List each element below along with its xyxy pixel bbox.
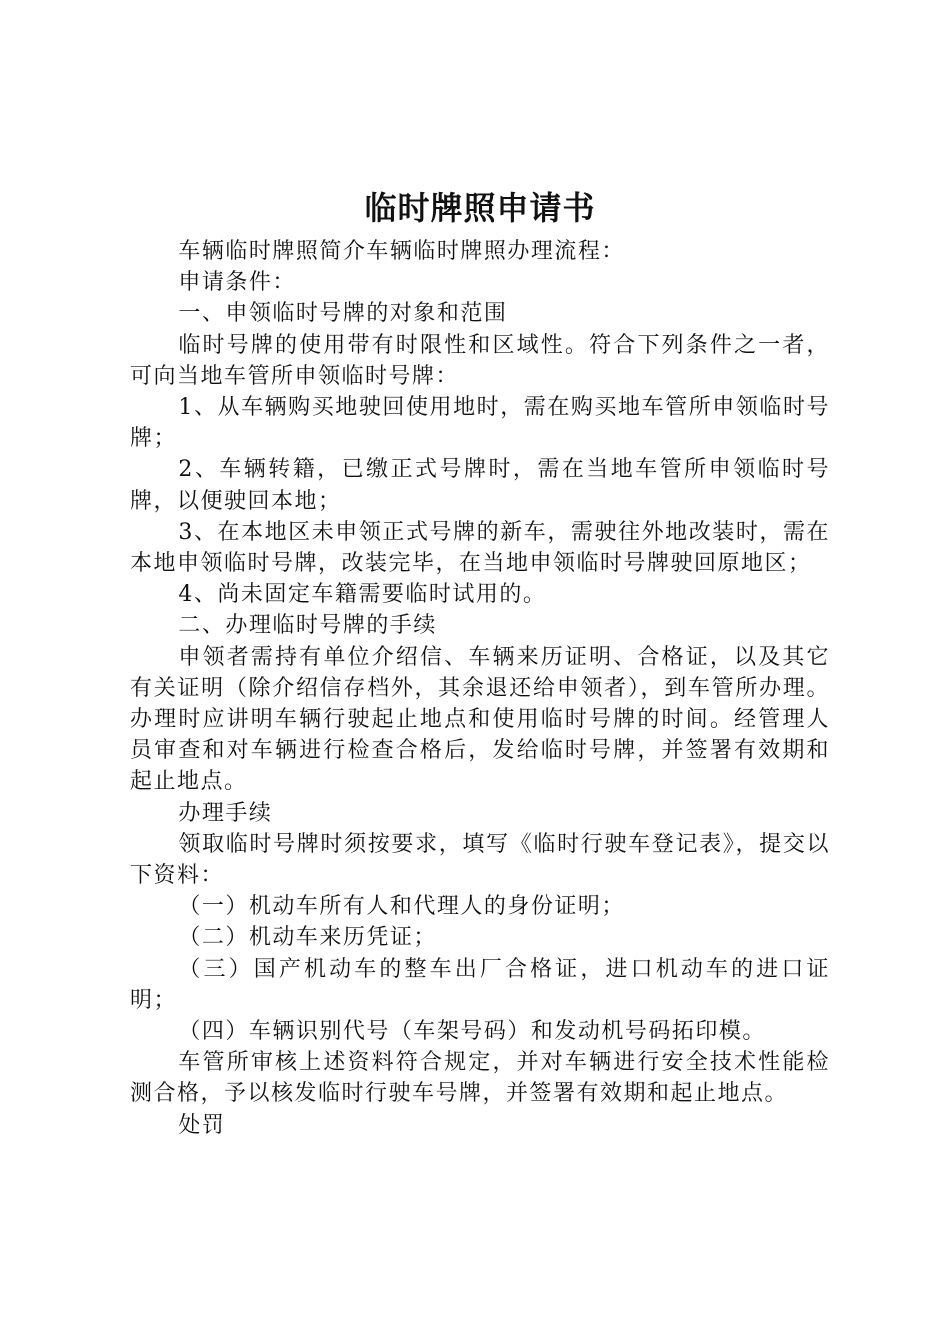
material-item-3: （三）国产机动车的整车出厂合格证，进口机动车的进口证明； xyxy=(130,956,830,1013)
paragraph-approval: 车管所审核上述资料符合规定，并对车辆进行安全技术性能检测合格，予以核发临时行驶车号牌，并签署有效期和起止地点。 xyxy=(130,1050,830,1107)
list-item-3: 3、在本地区未申领正式号牌的新车，需驶往外地改装时，需在本地申领临时号牌，改装完毕，在当地申领临时号牌驶回原地区； xyxy=(130,519,830,577)
paragraph-procedures: 申领者需持有单位介绍信、车辆来历证明、合格证，以及其它有关证明（除介绍信存档外，其余退还给申领者），到车管所办理。办理时应讲明车辆行驶起止地点和使用临时号牌的时间。经管理人员审查和对车辆进行检查合格后，发给临时号牌，并签署有效期和起止地点。 xyxy=(130,644,830,795)
subheading-penalty: 处罚 xyxy=(178,1112,226,1138)
paragraph-materials: 领取临时号牌时须按要求，填写《临时行驶车登记表》，提交以下资料： xyxy=(130,831,830,889)
document-page xyxy=(130,186,830,1141)
list-item-1: 1、从车辆购买地驶回使用地时，需在购买地车管所申领临时号牌； xyxy=(130,395,830,452)
list-item-4: 4、尚未固定车籍需要临时试用的。 xyxy=(178,582,547,608)
document-body xyxy=(130,236,830,1141)
paragraph-scope: 临时号牌的使用带有时限性和区域性。符合下列条件之一者，可向当地车管所申领临时号牌： xyxy=(130,332,830,389)
section-heading-procedures: 二、办理临时号牌的手续 xyxy=(178,613,437,639)
material-item-1: （一）机动车所有人和代理人的身份证明； xyxy=(178,894,625,920)
paragraph-conditions-heading: 申请条件： xyxy=(178,270,296,296)
section-heading-scope: 一、申领临时号牌的对象和范围 xyxy=(178,301,508,327)
paragraph-intro: 车辆临时牌照简介车辆临时牌照办理流程： xyxy=(178,239,625,264)
subheading-process: 办理手续 xyxy=(178,800,273,826)
material-item-4: （四）车辆识别代号（车架号码）和发动机号码拓印模。 xyxy=(178,1019,766,1045)
document-title: 临时牌照申请书 xyxy=(364,189,596,227)
list-item-2: 2、车辆转籍，已缴正式号牌时，需在当地车管所申领临时号牌，以便驶回本地； xyxy=(130,457,830,514)
material-item-2: （二）机动车来历凭证； xyxy=(178,925,437,951)
